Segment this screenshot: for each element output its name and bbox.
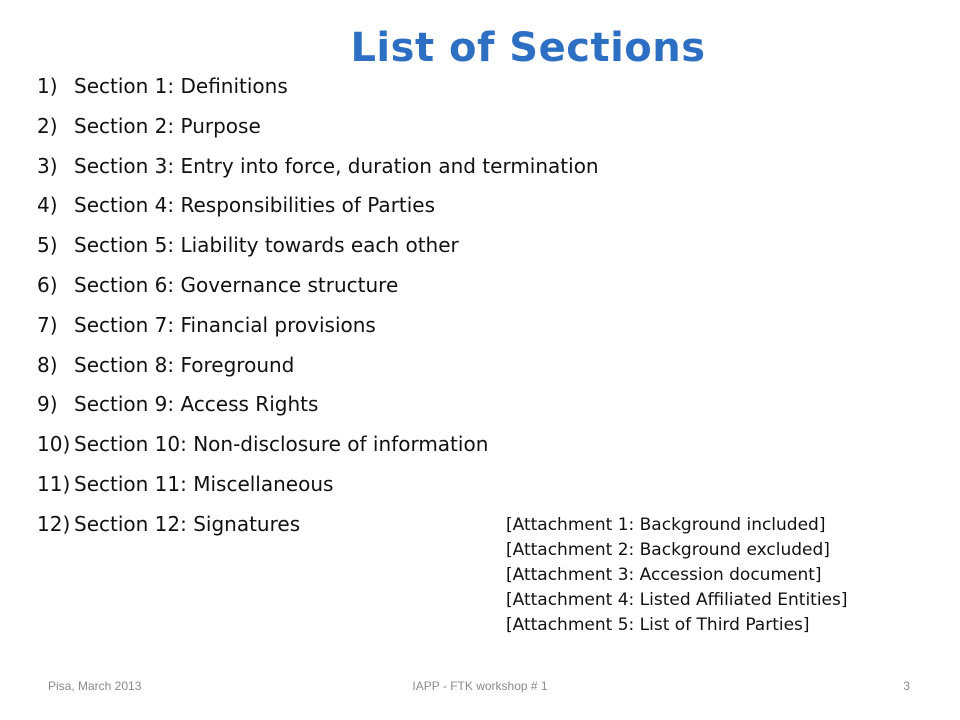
list-item-number: 8) <box>37 352 58 377</box>
attachment-item: [Attachment 1: Background included] <box>506 515 826 535</box>
list-item-number: 2) <box>37 113 58 138</box>
list-item-label: Section 8: Foreground <box>74 352 295 377</box>
list-item <box>37 68 599 108</box>
list-item-label: Section 4: Responsibilities of Parties <box>74 193 436 218</box>
list-item <box>37 108 599 148</box>
list-item-number: 11) <box>37 471 71 496</box>
list-item-label: Section 6: Governance structure <box>74 272 399 297</box>
attachment-item: [Attachment 2: Background excluded] <box>506 540 830 560</box>
list-item-number: 3) <box>37 153 58 178</box>
list-item-number: 10) <box>37 432 71 457</box>
list-item-number: 12) <box>37 511 71 536</box>
list-item <box>37 267 599 307</box>
list-item <box>37 187 599 227</box>
list-item-number: 1) <box>37 74 58 98</box>
list-item-label: Section 10: Non-disclosure of information <box>74 432 489 457</box>
list-item-label: Section 9: Access Rights <box>74 392 319 417</box>
list-item <box>37 466 599 506</box>
list-item-label: Section 5: Liability towards each other <box>74 233 459 258</box>
slide-title: List of Sections <box>350 25 706 71</box>
list-item <box>37 426 599 466</box>
section-list <box>37 68 599 546</box>
list-item-number: 5) <box>37 233 58 258</box>
list-item <box>37 386 599 426</box>
footer-date: Pisa, March 2013 <box>48 679 142 693</box>
footer-event: IAPP - FTK workshop # 1 <box>412 679 548 693</box>
list-item <box>37 347 599 387</box>
list-item-label: Section 11: Miscellaneous <box>74 471 334 496</box>
list-item-label: Section 3: Entry into force, duration and termination <box>74 153 599 178</box>
page-number: 3 <box>903 679 910 693</box>
list-item-label: Section 1: Definitions <box>74 74 288 98</box>
list-item <box>37 227 599 267</box>
list-item-number: 4) <box>37 193 58 218</box>
list-item-label: Section 7: Financial provisions <box>74 312 376 337</box>
attachment-item: [Attachment 5: List of Third Parties] <box>506 615 810 635</box>
list-item-number: 6) <box>37 272 58 297</box>
attachment-item: [Attachment 3: Accession document] <box>506 565 822 585</box>
list-item <box>37 307 599 347</box>
list-item-label: Section 12: Signatures <box>74 511 301 536</box>
attachment-list <box>506 513 848 638</box>
list-item <box>37 148 599 188</box>
list-item-number: 7) <box>37 312 58 337</box>
list-item-number: 9) <box>37 392 58 417</box>
list-item-label: Section 2: Purpose <box>74 113 261 138</box>
attachment-item: [Attachment 4: Listed Affiliated Entities] <box>506 590 848 610</box>
